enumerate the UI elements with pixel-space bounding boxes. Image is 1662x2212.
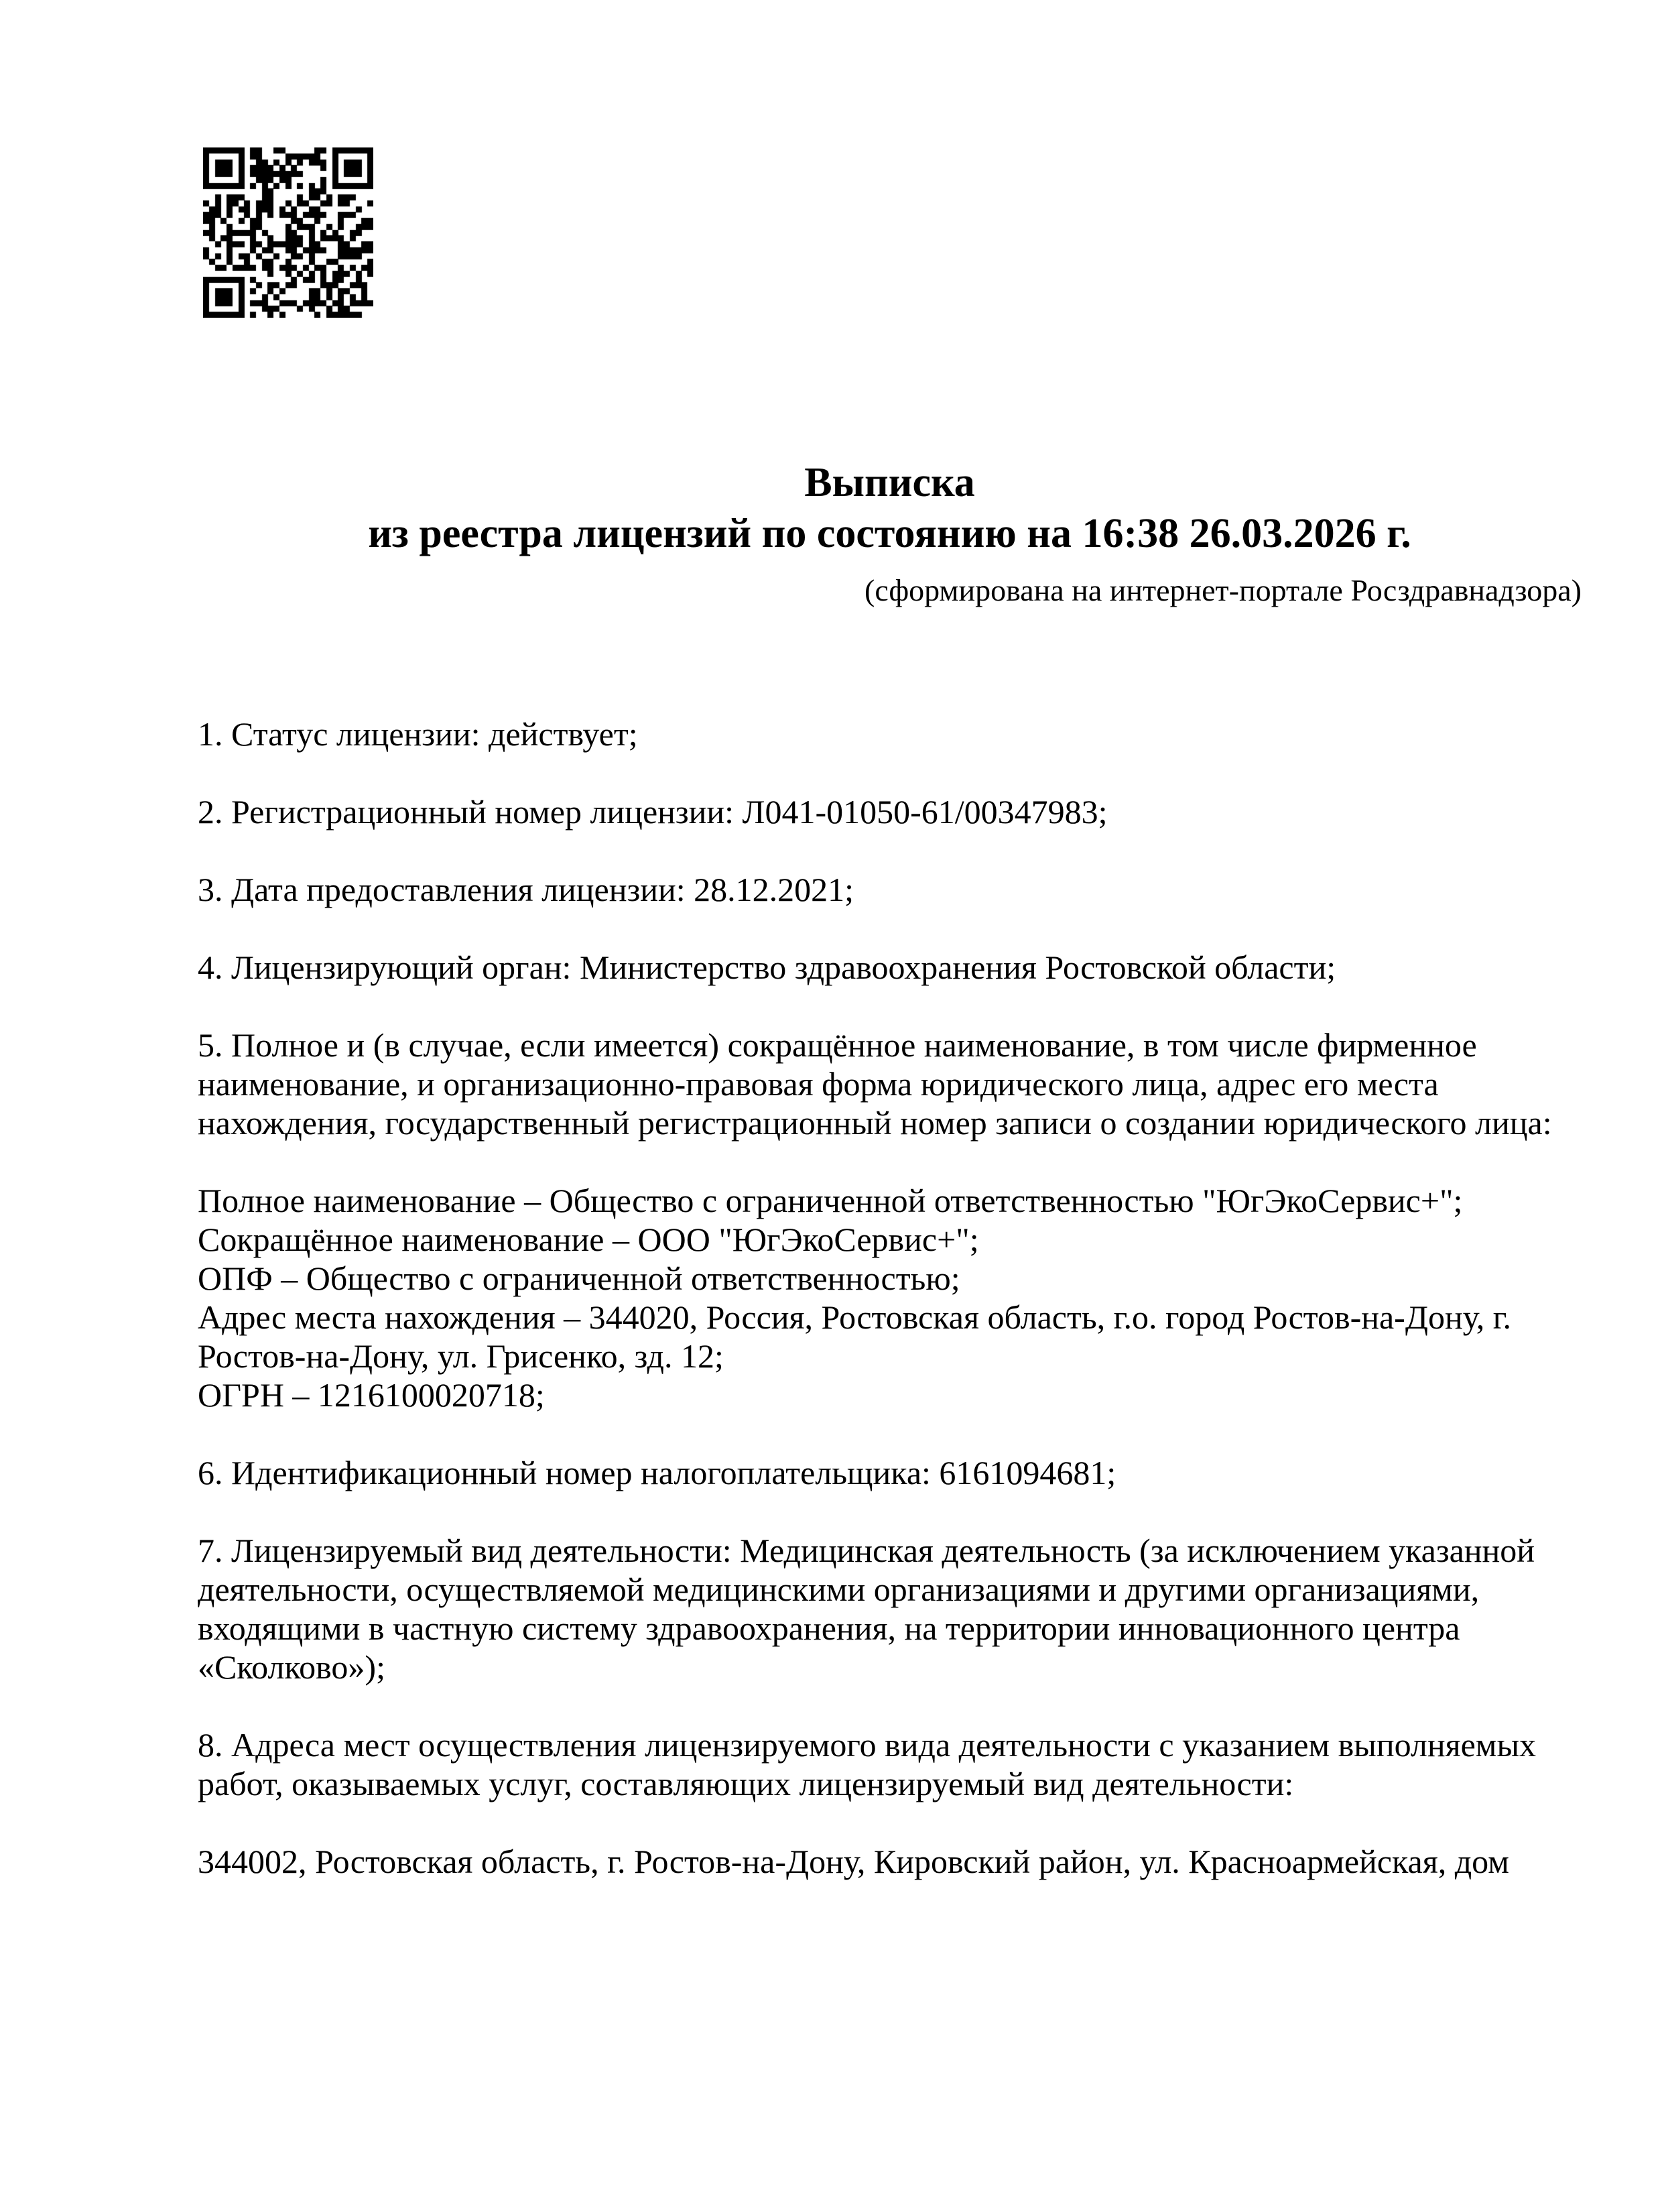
text-line: нахождения, государственный регистрационный номер записи о создании юридического лица: <box>198 1104 1552 1142</box>
text-line: работ, оказываемых услуг, составляющих лицензируемый вид деятельности: <box>198 1765 1294 1802</box>
activity-type-item <box>198 1531 1582 1686</box>
org-address-line-1: Адрес места нахождения – 344020, Россия, Ростовская область, г.о. город Ростов-на-Дону, г. <box>198 1298 1512 1336</box>
licensing-authority-item <box>198 948 1582 987</box>
text-line: 4. Лицензирующий орган: Министерство здравоохранения Ростовской области; <box>198 948 1336 986</box>
document-subtitle: (сформирована на интернет-портале Росздравнадзора) <box>865 573 1582 607</box>
text-line: 1. Статус лицензии: действует; <box>198 715 638 753</box>
activity-address-line <box>198 1842 1582 1881</box>
short-name-line: Сокращённое наименование – ООО "ЮгЭкоСервис+"; <box>198 1221 979 1258</box>
qr-code <box>203 147 373 318</box>
text-line: наименование, и организационно-правовая форма юридического лица, адрес его места <box>198 1065 1439 1103</box>
text-line: входящими в частную систему здравоохранения, на территории инновационного центра <box>198 1609 1460 1647</box>
full-name-line: Полное наименование – Общество с ограниченной ответственностью "ЮгЭкоСервис+"; <box>198 1182 1463 1219</box>
activity-addresses-heading-item <box>198 1725 1582 1803</box>
body-text <box>198 715 1582 1881</box>
license-grant-date-item <box>198 870 1582 909</box>
org-details-block <box>198 1181 1582 1414</box>
text-line: 7. Лицензируемый вид деятельности: Медицинская деятельность (за исключением указанной <box>198 1532 1535 1569</box>
license-status-item <box>198 715 1582 753</box>
license-number-item <box>198 792 1582 831</box>
text-line: «Сколково»); <box>198 1648 385 1686</box>
inn-item <box>198 1453 1582 1492</box>
text-line: деятельности, осуществляемой медицинскими организациями и другими организациями, <box>198 1571 1480 1608</box>
text-line: 344002, Ростовская область, г. Ростов-на-Дону, Кировский район, ул. Красноармейская, дом <box>198 1843 1509 1880</box>
document-title <box>198 457 1582 559</box>
text-line: 6. Идентификационный номер налогоплательщика: 6161094681; <box>198 1454 1116 1491</box>
org-names-heading-item <box>198 1026 1582 1142</box>
title-line-1: Выписка <box>804 460 975 505</box>
org-address-line-2: Ростов-на-Дону, ул. Грисенко, зд. 12; <box>198 1337 724 1375</box>
text-line: 5. Полное и (в случае, если имеется) сокращённое наименование, в том числе фирменное <box>198 1026 1477 1064</box>
text-line: 8. Адреса мест осуществления лицензируемого вида деятельности с указанием выполняемых <box>198 1726 1537 1764</box>
opf-line: ОПФ – Общество с ограниченной ответственностью; <box>198 1259 960 1297</box>
qr-code-image <box>203 147 373 318</box>
ogrn-line: ОГРН – 1216100020718; <box>198 1376 545 1414</box>
text-line: 3. Дата предоставления лицензии: 28.12.2021; <box>198 871 854 908</box>
text-line: 2. Регистрационный номер лицензии: Л041-01050-61/00347983; <box>198 793 1108 831</box>
title-line-2: из реестра лицензий по состоянию на 16:38 26.03.2026 г. <box>368 511 1411 556</box>
